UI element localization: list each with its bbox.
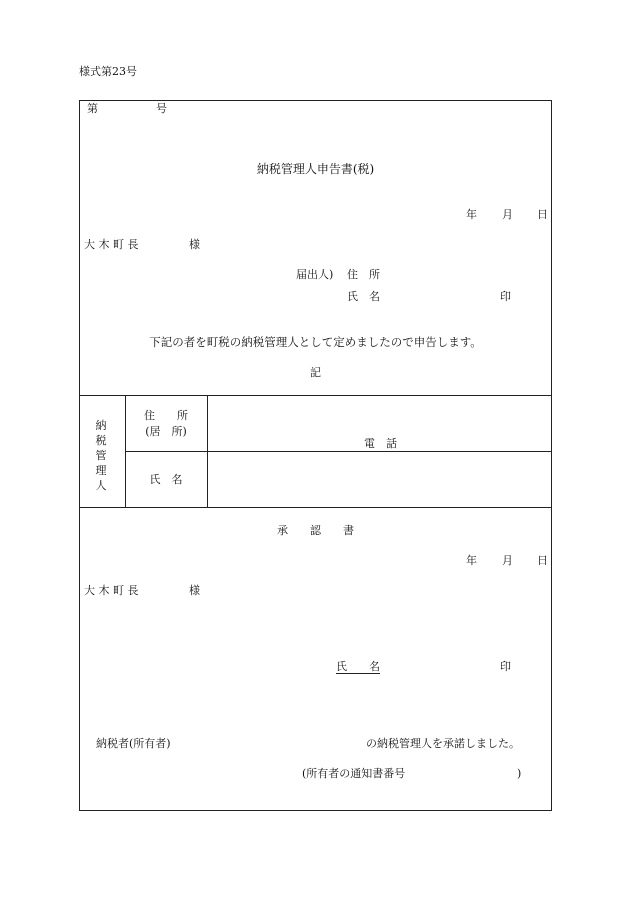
declaration-date-day: 日	[537, 208, 548, 221]
approval-date-year: 年	[466, 554, 477, 567]
declaration-statement: 下記の者を町税の納税管理人として定めましたので申告します。	[149, 335, 482, 349]
declaration-addressee: 大 木 町 長	[84, 238, 139, 251]
declaration-title: 納税管理人申告書(税)	[256, 162, 375, 176]
taxpayer-label: 納税者(所有者)	[96, 737, 171, 750]
declaration-date-year: 年	[466, 208, 477, 221]
approval-name-label: 氏 名	[336, 660, 380, 673]
approval-title: 承 認 書	[277, 524, 354, 537]
applicant-label: 届出人)	[296, 268, 334, 281]
number-prefix: 第	[87, 102, 98, 115]
divider-table-top	[79, 395, 552, 396]
applicant-address-label: 住 所	[347, 268, 380, 281]
agent-phone-label: 電 話	[364, 437, 397, 450]
form-number: 様式第23号	[79, 65, 137, 78]
applicant-name-label: 氏 名	[347, 290, 380, 303]
approval-seal: 印	[500, 660, 511, 673]
form-frame	[79, 100, 552, 811]
divider-table-middle-right	[207, 451, 552, 452]
table-column-line-2	[207, 395, 208, 507]
approval-addressee-sama: 様	[189, 584, 200, 597]
notice-number-close: )	[517, 767, 522, 780]
declaration-ki: 記	[310, 366, 321, 379]
agent-address-label: 住 所	[144, 409, 188, 422]
declaration-addressee-sama: 様	[189, 238, 200, 251]
notice-number-label: (所有者の通知書番号	[302, 767, 406, 780]
divider-table-middle-left	[125, 451, 207, 452]
acceptance-statement: の納税管理人を承諾しました。	[366, 737, 520, 750]
approval-date-month: 月	[502, 554, 513, 567]
approval-addressee: 大 木 町 長	[84, 584, 139, 597]
tax-agent-vertical-label: 納税管理人	[95, 419, 107, 492]
declaration-date-month: 月	[502, 208, 513, 221]
agent-address-sub-label: (居 所)	[145, 425, 187, 438]
agent-name-label: 氏 名	[149, 473, 183, 486]
applicant-seal: 印	[500, 290, 511, 303]
approval-date-day: 日	[537, 554, 548, 567]
number-suffix: 号	[156, 102, 167, 115]
divider-table-bottom	[79, 507, 552, 508]
